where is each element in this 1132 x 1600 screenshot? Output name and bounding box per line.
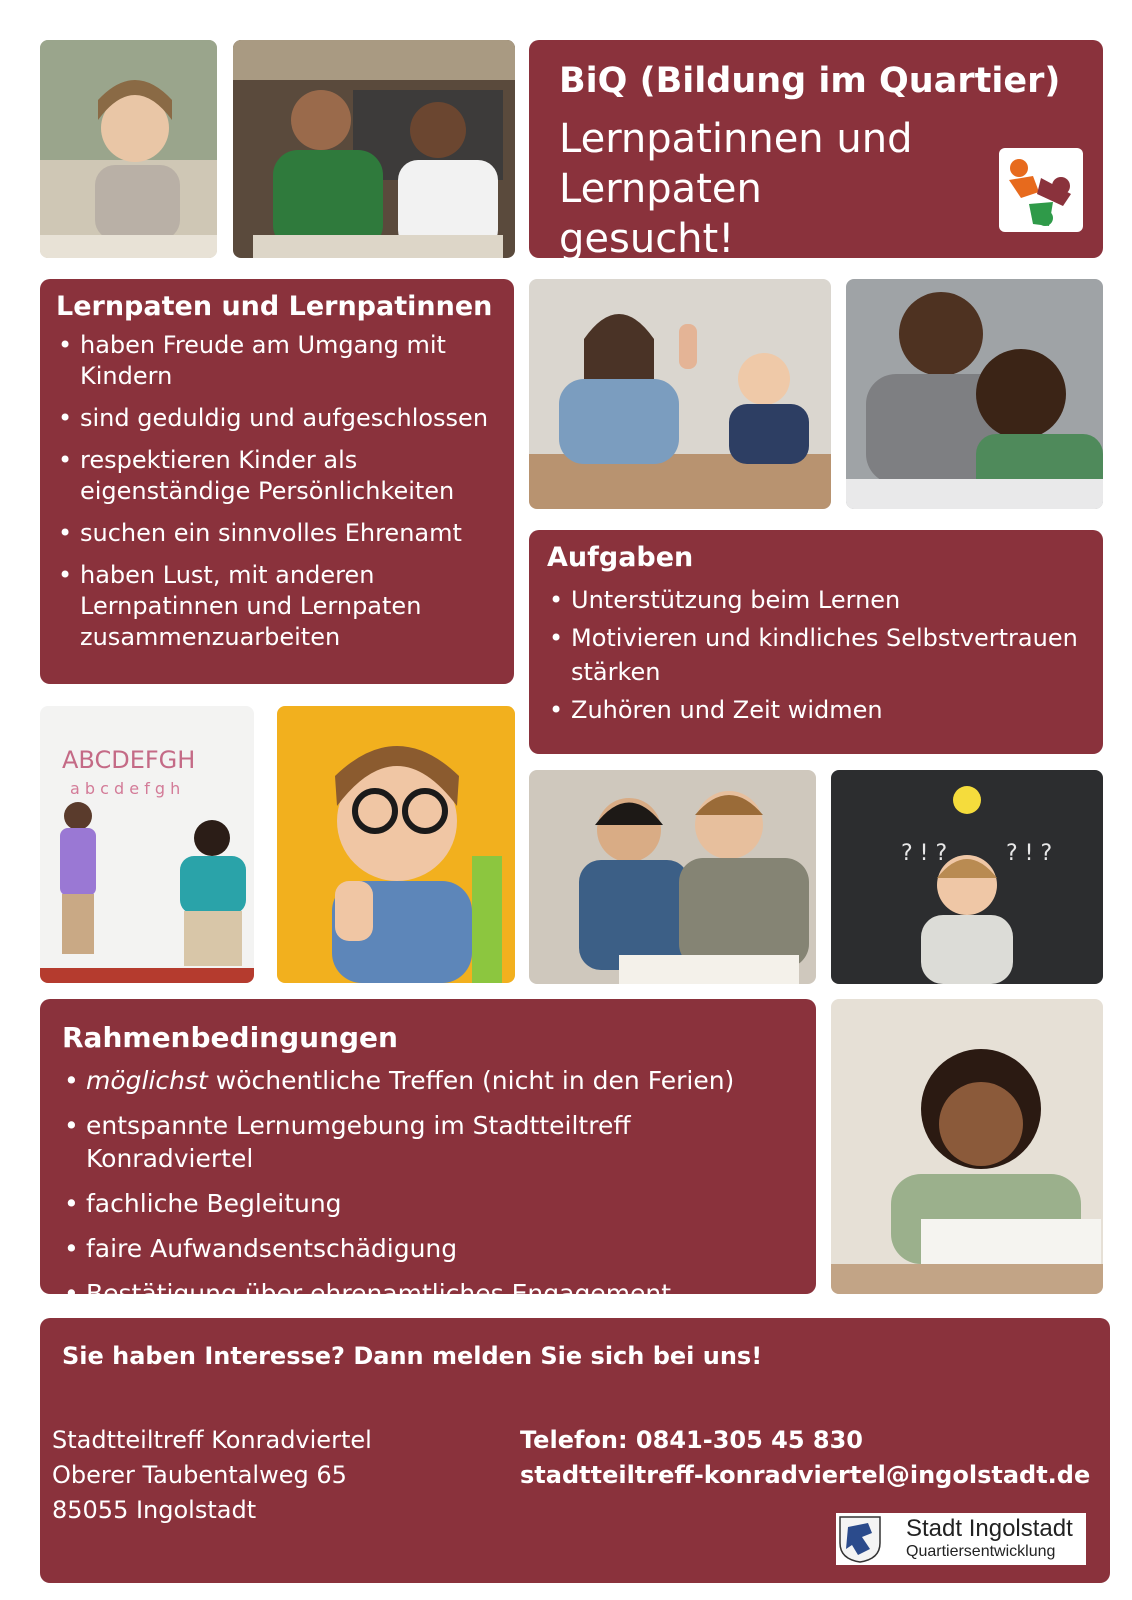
list-item: • Motivieren und kindliches Selbstvertrauen stärken [547,621,1085,689]
header-panel [529,40,1103,262]
girl-laughing-writing-photo [831,999,1103,1294]
list-item: • suchen ein sinnvolles Ehrenamt [56,518,498,549]
list-item: • haben Freude am Umgang mit Kindern [56,330,498,392]
rahmen-list [62,1064,794,1310]
girl-drawing-photo [40,40,217,258]
svg-text:? ! ?: ? ! ? [901,841,948,866]
contact-panel [40,1318,1110,1583]
list-item: • entspannte Lernumgebung im Stadtteiltreff Konradviertel [62,1109,794,1175]
rahmen-heading: Rahmenbedingungen [62,1021,398,1054]
svg-text:? ! ?: ? ! ? [1006,841,1053,866]
aufgaben-panel [529,530,1103,754]
address-line: Stadtteiltreff Konradviertel [52,1426,372,1454]
city-department: Quartiersentwicklung [906,1543,1056,1560]
teacher-reading-with-boy-photo [233,40,515,258]
city-name: Stadt Ingolstadt [906,1515,1073,1542]
man-helping-boy-write-photo [846,279,1103,509]
list-item: • Zuhören und Zeit widmen [547,693,1085,727]
list-item: • haben Lust, mit anderen Lernpatinnen und Lernpaten zusammenzuarbeiten [56,560,498,653]
rahmen-panel [40,999,816,1308]
emphasis-text: möglichst [86,1066,208,1095]
email-address[interactable]: stadtteiltreff-konradviertel@ingolstadt.de [520,1461,1091,1489]
list-item: • Unterstützung beim Lernen [547,583,1085,617]
biq-logo-icon [999,148,1083,232]
list-item: • sind geduldig und aufgeschlossen [56,403,498,434]
girl-thumbs-up-photo [277,706,515,983]
city-logo [836,1513,1086,1565]
address-line: Oberer Taubentalweg 65 [52,1461,347,1489]
list-item [62,1064,794,1097]
paten-list [56,330,498,653]
city-crest-icon [838,1515,882,1563]
high-five-photo [529,279,831,509]
address-line: 85055 Ingolstadt [52,1496,257,1524]
list-item: • Bestätigung über ehrenamtliches Engagement [62,1277,794,1310]
list-item-text: wöchentliche Treffen (nicht in den Ferien) [207,1066,735,1095]
phone-number: Telefon: 0841-305 45 830 [520,1426,863,1454]
aufgaben-heading: Aufgaben [547,542,694,573]
address-block [52,1423,372,1528]
man-helping-boy-reading-photo [529,770,816,984]
list-item: • faire Aufwandsentschädigung [62,1232,794,1265]
contact-info [520,1423,1090,1493]
contact-heading: Sie haben Interesse? Dann melden Sie sich bei uns! [62,1342,763,1370]
paten-heading: Lernpaten und Lernpatinnen [56,291,493,322]
list-item: • fachliche Begleitung [62,1187,794,1220]
page-subtitle: Lernpatinnen und Lernpaten gesucht! [559,116,913,262]
aufgaben-list [547,583,1085,727]
list-item: • respektieren Kinder als eigenständige Persönlichkeiten [56,445,498,507]
boy-chalkboard-lightbulb-photo [831,770,1103,984]
page-title: BiQ (Bildung im Quartier) [559,61,1061,101]
paten-panel [40,279,514,684]
svg-text:ABCDEFGH: ABCDEFGH [62,746,196,774]
svg-text:a b c d e f g h: a b c d e f g h [70,779,181,798]
whiteboard-alphabet-photo [40,706,254,983]
